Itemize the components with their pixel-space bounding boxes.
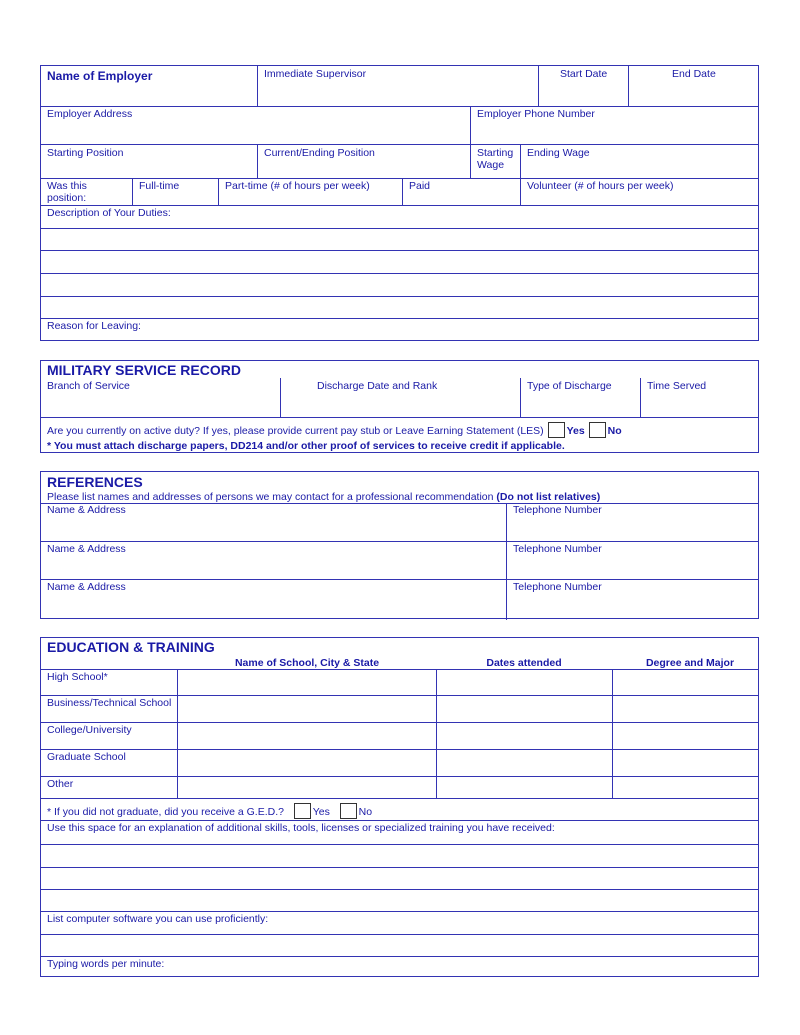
ending-wage-label: Ending Wage xyxy=(527,147,590,159)
divider xyxy=(41,417,758,418)
education-row-label: College/University xyxy=(47,724,132,736)
divider xyxy=(41,798,758,799)
divider xyxy=(470,144,471,178)
divider xyxy=(470,106,471,144)
divider xyxy=(41,911,758,912)
name-of-employer-label: Name of Employer xyxy=(47,69,153,83)
branch-label: Branch of Service xyxy=(47,380,130,392)
divider xyxy=(41,867,758,868)
divider xyxy=(506,503,507,620)
divider xyxy=(640,378,641,417)
reference-phone-label: Telephone Number xyxy=(513,581,602,593)
references-instructions xyxy=(47,491,600,503)
education-row-label: High School* xyxy=(47,671,108,683)
divider xyxy=(41,205,758,206)
was-this-label-2: position: xyxy=(47,192,87,204)
divider xyxy=(41,579,758,580)
col-dates-header: Dates attended xyxy=(486,657,562,669)
typing-label: Typing words per minute: xyxy=(47,958,165,970)
divider xyxy=(41,541,758,542)
col-school-header: Name of School, City & State xyxy=(234,657,380,669)
active-duty-no-checkbox[interactable] xyxy=(589,422,606,438)
reference-name-label: Name & Address xyxy=(47,581,126,593)
divider xyxy=(132,178,133,205)
divider xyxy=(41,144,758,145)
divider xyxy=(41,106,758,107)
references-title: REFERENCES xyxy=(47,474,143,490)
divider xyxy=(218,178,219,205)
type-discharge-label: Type of Discharge xyxy=(527,380,612,392)
divider xyxy=(41,934,758,935)
references-instructions-text: Please list names and addresses of persons we may contact for a professional recommendation xyxy=(47,491,494,503)
divider xyxy=(41,178,758,179)
part-time-label: Part-time (# of hours per week) xyxy=(225,180,370,192)
military-section xyxy=(40,360,759,453)
ged-yes-label: Yes xyxy=(312,806,330,818)
ged-question: * If you did not graduate, did you receive a G.E.D.? xyxy=(47,806,284,818)
description-label: Description of Your Duties: xyxy=(47,207,171,219)
divider xyxy=(41,820,758,821)
divider xyxy=(520,178,521,205)
ged-yes-checkbox[interactable] xyxy=(294,803,311,819)
divider xyxy=(41,695,758,696)
education-title: EDUCATION & TRAINING xyxy=(47,639,215,655)
reference-phone-label: Telephone Number xyxy=(513,504,602,516)
divider xyxy=(436,669,437,798)
ged-row xyxy=(47,803,372,819)
divider xyxy=(520,378,521,417)
paid-label: Paid xyxy=(409,180,431,192)
starting-position-label: Starting Position xyxy=(47,147,124,159)
military-title: MILITARY SERVICE RECORD xyxy=(47,362,241,378)
active-duty-no-label: No xyxy=(607,425,622,437)
divider xyxy=(177,669,178,798)
divider xyxy=(41,250,758,251)
starting-wage-label-1: Starting xyxy=(477,147,514,159)
divider xyxy=(41,776,758,777)
divider xyxy=(520,144,521,178)
divider xyxy=(41,722,758,723)
education-row-label: Other xyxy=(47,778,74,790)
education-row-label: Graduate School xyxy=(47,751,126,763)
current-position-label: Current/Ending Position xyxy=(264,147,375,159)
divider xyxy=(41,318,758,319)
volunteer-label: Volunteer (# of hours per week) xyxy=(527,180,674,192)
discharge-date-label: Discharge Date and Rank xyxy=(317,380,438,392)
divider xyxy=(41,844,758,845)
divider xyxy=(612,669,613,798)
software-label: List computer software you can use proficiently: xyxy=(47,913,269,925)
ged-no-label: No xyxy=(358,806,373,818)
divider xyxy=(41,273,758,274)
was-this-label-1: Was this xyxy=(47,180,87,192)
divider xyxy=(41,228,758,229)
divider xyxy=(538,66,539,106)
active-duty-row xyxy=(47,422,622,438)
discharge-note: * You must attach discharge papers, DD214 and/or other proof of services to receive credit if applicable. xyxy=(47,440,565,452)
active-duty-question: Are you currently on active duty? If yes, please provide current pay stub or Leave Earning Statement (LES) xyxy=(47,425,544,437)
reference-phone-label: Telephone Number xyxy=(513,543,602,555)
employer-address-label: Employer Address xyxy=(47,108,133,120)
employment-section xyxy=(40,65,759,341)
education-row-label: Business/Technical School xyxy=(47,697,172,709)
divider xyxy=(41,749,758,750)
reason-for-leaving-label: Reason for Leaving: xyxy=(47,320,141,332)
end-date-label: End Date xyxy=(672,68,716,80)
start-date-label: Start Date xyxy=(560,68,608,80)
col-degree-header: Degree and Major xyxy=(645,657,735,669)
immediate-supervisor-label: Immediate Supervisor xyxy=(264,68,367,80)
divider xyxy=(41,503,758,504)
ged-no-checkbox[interactable] xyxy=(340,803,357,819)
divider xyxy=(257,144,258,178)
employer-phone-label: Employer Phone Number xyxy=(477,108,595,120)
divider xyxy=(41,956,758,957)
time-served-label: Time Served xyxy=(647,380,707,392)
reference-name-label: Name & Address xyxy=(47,504,126,516)
starting-wage-label-2: Wage xyxy=(477,159,505,171)
divider xyxy=(41,889,758,890)
divider xyxy=(280,378,281,417)
skills-label: Use this space for an explanation of additional skills, tools, licenses or specialized training you have received: xyxy=(47,822,555,834)
divider xyxy=(628,66,629,106)
reference-name-label: Name & Address xyxy=(47,543,126,555)
education-section xyxy=(40,637,759,977)
references-instructions-bold: (Do not list relatives) xyxy=(496,491,601,503)
active-duty-yes-checkbox[interactable] xyxy=(548,422,565,438)
divider xyxy=(41,669,758,670)
divider xyxy=(257,66,258,106)
references-section xyxy=(40,471,759,619)
full-time-label: Full-time xyxy=(139,180,180,192)
divider xyxy=(41,296,758,297)
divider xyxy=(402,178,403,205)
active-duty-yes-label: Yes xyxy=(566,425,585,437)
